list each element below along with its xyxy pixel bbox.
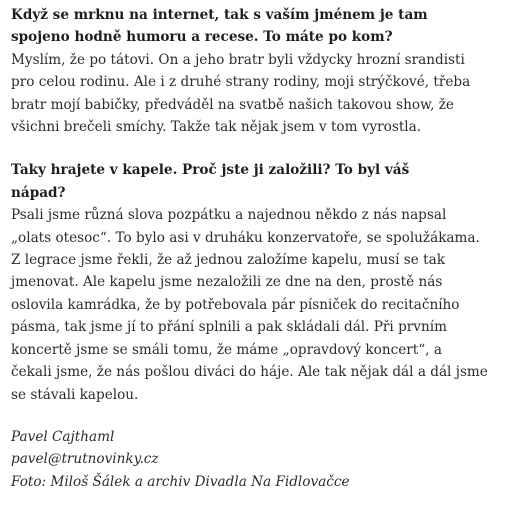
signature-block <box>11 426 500 493</box>
photo-credit: Foto: Miloš Šálek a archiv Divadla Na Fidlovačce <box>11 473 350 490</box>
question-1 <box>11 4 500 49</box>
answer-line: koncertě jsme se smáli tomu, že máme „opravdový koncert“, a <box>11 341 442 358</box>
answer-line: všichni brečeli smíchy. Takže tak nějak jsem v tom vyrostla. <box>11 119 422 136</box>
question-line: spojeno hodně humoru a recese. To máte po kom? <box>11 29 393 46</box>
qa-block-2 <box>11 159 500 405</box>
author-email[interactable]: pavel@trutnovinky.cz <box>11 451 159 468</box>
answer-2 <box>11 204 500 406</box>
answer-line: jmenovat. Ale kapelu jsme nezaložili ze dne na den, prostě nás <box>11 274 443 291</box>
answer-1 <box>11 49 500 139</box>
answer-line: oslovila kamrádka, že by potřebovala pár písniček do recitačního <box>11 296 460 313</box>
answer-line: „olats otesoc“. To bylo asi v druháku konzervatoře, se spolužákama. <box>11 229 480 246</box>
author-name: Pavel Cajthaml <box>11 428 115 445</box>
question-line: nápad? <box>11 184 66 201</box>
answer-line: Psali jsme různá slova pozpátku a najednou někdo z nás napsal <box>11 207 447 224</box>
answer-line: se stávali kapelou. <box>11 386 139 403</box>
answer-line: pro celou rodinu. Ale i z druhé strany rodiny, moji strýčkové, třeba <box>11 74 471 91</box>
answer-line: Myslím, že po tátovi. On a jeho bratr byli vždycky hrozní srandisti <box>11 51 465 68</box>
answer-line: pásma, tak jsme jí to přání splnili a pak skládali dál. Při prvním <box>11 319 447 336</box>
question-line: Taky hrajete v kapele. Proč jste ji založili? To byl váš <box>11 162 410 179</box>
answer-line: Z legrace jsme řekli, že až jednou založíme kapelu, musí se tak <box>11 252 445 269</box>
qa-block-1 <box>11 4 500 138</box>
question-2 <box>11 159 500 204</box>
answer-line: čekali jsme, že nás pošlou diváci do háje. Ale tak nějak dál a dál jsme <box>11 364 488 381</box>
question-line: Když se mrknu na internet, tak s vaším jménem je tam <box>11 7 428 23</box>
answer-line: bratr mojí babičky, předváděl na svatbě našich takovou show, že <box>11 96 454 113</box>
